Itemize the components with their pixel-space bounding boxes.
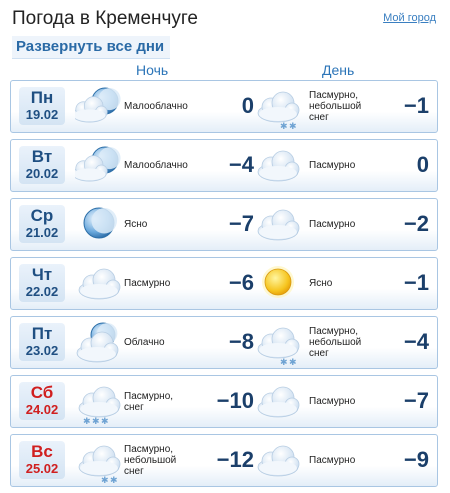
day-date: 22.02: [25, 284, 59, 299]
cloud-heavy-snow-icon: [75, 378, 123, 424]
day-date: 23.02: [25, 343, 59, 358]
night-condition: Пасмурно: [124, 278, 171, 289]
clear-moon-icon: [75, 201, 123, 247]
night-column-header: Ночь: [136, 62, 169, 78]
svg-text:✱: ✱: [101, 417, 109, 426]
day-temperature: −1: [403, 93, 429, 118]
svg-text:✱: ✱: [289, 358, 297, 367]
day-cell: [19, 441, 65, 479]
forecast-row[interactable]: [10, 80, 438, 133]
day-cell: [19, 87, 65, 125]
day-of-week: Пн: [30, 88, 54, 107]
night-temperature: −12: [216, 447, 254, 472]
day-date: 20.02: [25, 166, 59, 181]
night-temperature: −6: [228, 270, 254, 295]
svg-text:✱: ✱: [92, 417, 100, 426]
overcast-cloud-icon: [254, 437, 302, 483]
forecast-row[interactable]: [10, 198, 438, 251]
night-condition: Малооблачно: [124, 101, 188, 112]
day-condition: Пасмурно, небольшой снег: [309, 90, 362, 123]
overcast-cloud-icon: [254, 378, 302, 424]
night-condition: Малооблачно: [124, 160, 188, 171]
svg-text:✱: ✱: [110, 476, 118, 485]
day-cell: [19, 382, 65, 420]
day-date: 24.02: [25, 402, 59, 417]
day-date: 21.02: [25, 225, 59, 240]
cloudy-moon-icon: [75, 319, 123, 365]
partly-cloudy-moon-icon: [75, 142, 123, 188]
day-of-week: Чт: [31, 265, 53, 284]
sun-icon: [254, 260, 302, 306]
night-temperature: −7: [228, 211, 254, 236]
day-date: 25.02: [25, 461, 59, 476]
night-condition: Облачно: [124, 337, 165, 348]
cloud-snow-icon: [254, 319, 302, 365]
day-temperature: −7: [403, 388, 429, 413]
night-condition: Пасмурно, снег: [124, 391, 174, 413]
day-of-week: Пт: [31, 324, 53, 343]
day-temperature: −4: [403, 329, 429, 354]
day-condition: Пасмурно: [309, 455, 356, 466]
svg-text:✱: ✱: [83, 417, 91, 426]
night-condition: Пасмурно, небольшой снег: [124, 444, 177, 477]
svg-text:✱: ✱: [101, 476, 109, 485]
night-temperature: 0: [241, 93, 254, 118]
day-date: 19.02: [25, 107, 59, 122]
day-temperature: 0: [416, 152, 429, 177]
forecast-row[interactable]: [10, 316, 438, 369]
night-condition: Ясно: [124, 219, 148, 230]
night-temperature: −8: [228, 329, 254, 354]
expand-all-days-button[interactable]: Развернуть все дни: [12, 36, 170, 59]
day-of-week: Вт: [31, 147, 53, 166]
day-cell: [19, 264, 65, 302]
day-temperature: −9: [403, 447, 429, 472]
day-condition: Пасмурно: [309, 219, 356, 230]
forecast-row[interactable]: [10, 434, 438, 487]
forecast-list: [10, 80, 438, 493]
night-temperature: −4: [228, 152, 254, 177]
day-of-week: Сб: [30, 383, 54, 402]
day-condition: Пасмурно: [309, 396, 356, 407]
night-temperature: −10: [216, 388, 254, 413]
svg-text:✱: ✱: [289, 122, 297, 131]
cloud-snow-icon: [254, 83, 302, 129]
overcast-cloud-icon: [254, 201, 302, 247]
day-cell: [19, 323, 65, 361]
partly-cloudy-moon-icon: [75, 83, 123, 129]
day-condition: Пасмурно: [309, 160, 356, 171]
forecast-row[interactable]: [10, 257, 438, 310]
day-cell: [19, 205, 65, 243]
day-temperature: −1: [403, 270, 429, 295]
my-city-link[interactable]: Мой город: [383, 12, 436, 24]
day-condition: Ясно: [309, 278, 333, 289]
svg-text:✱: ✱: [280, 122, 288, 131]
day-condition: Пасмурно, небольшой снег: [309, 326, 362, 359]
day-temperature: −2: [403, 211, 429, 236]
svg-text:✱: ✱: [280, 358, 288, 367]
overcast-cloud-icon: [254, 142, 302, 188]
day-of-week: Вс: [31, 442, 53, 461]
overcast-cloud-icon: [75, 260, 123, 306]
day-of-week: Ср: [30, 206, 54, 225]
cloud-snow-icon: [75, 437, 123, 483]
page-title: Погода в Кременчуге: [12, 8, 198, 29]
forecast-row[interactable]: [10, 139, 438, 192]
day-cell: [19, 146, 65, 184]
forecast-row[interactable]: [10, 375, 438, 428]
day-column-header: День: [322, 62, 355, 78]
